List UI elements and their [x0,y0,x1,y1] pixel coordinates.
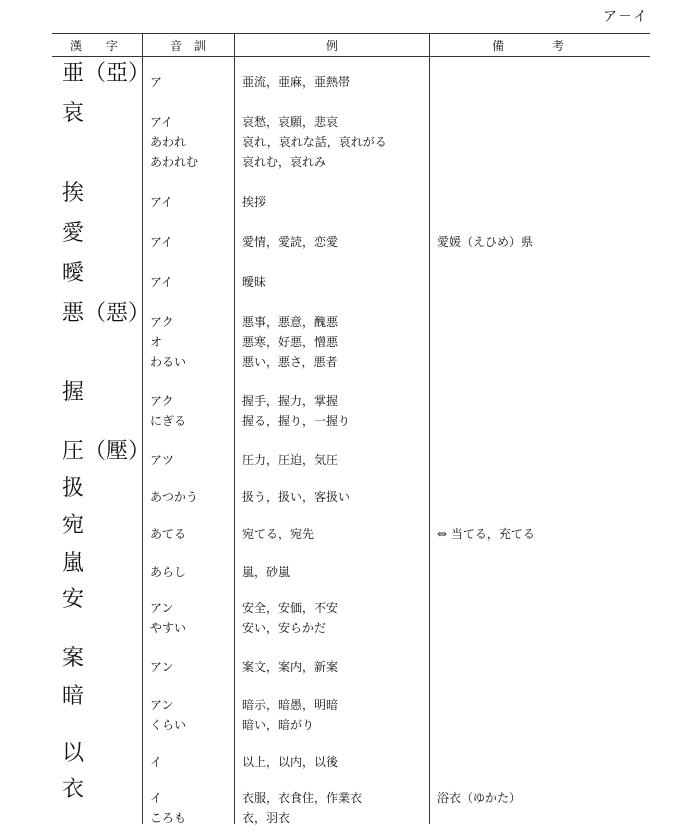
example-cell: 嵐，砂嵐 [242,565,291,579]
example-cell: 愛情，愛読，恋愛 [242,235,339,249]
header-note: 備 考 [492,39,565,53]
page-label: ア－イ [603,9,648,25]
example-cell: 曖昧 [242,275,267,289]
reading-cell: あわれむ [150,155,199,169]
reading-cell: アイ [150,115,173,129]
example-cell: 哀れむ，哀れみ [242,155,327,169]
kanji-cell: 安 [62,587,85,612]
reading-cell: あわれ [150,135,187,149]
example-cell: 亜流，亜麻，亜熱帯 [242,75,351,89]
kanji-cell: 衣 [62,777,85,802]
reading-cell: イ [150,791,163,805]
reading-cell: アイ [150,195,173,209]
example-cell: 衣服，衣食住，作業衣 [242,791,363,805]
kanji-cell: 暗 [62,684,85,709]
reading-cell: アツ [150,453,175,467]
kanji-cell: 以 [62,741,85,766]
header-reading: 音 訓 [170,39,207,53]
reading-cell: イ [150,755,163,769]
example-cell: 悪い，悪さ，悪者 [242,355,338,369]
example-cell: 以上，以内，以後 [242,755,339,769]
example-cell: 暗い，暗がり [242,718,315,732]
kanji-cell: 曖 [62,261,85,286]
example-cell: 挨拶 [242,195,267,209]
kanji-cell: 愛 [62,221,85,246]
note-cell: 愛媛（えひめ）県 [437,235,534,249]
reading-cell: あらし [150,565,187,579]
reading-cell: アン [150,698,174,712]
reading-cell: ころも [150,811,187,825]
reading-cell: アク [150,394,174,408]
example-cell: 悪寒，好悪，憎悪 [242,335,339,349]
note-cell: ⇔ 当てる，充てる [437,527,535,541]
kanji-cell: 亜（亞） [62,61,151,86]
reading-cell: オ [150,335,163,349]
example-cell: 握る，握り，一握り [242,414,351,428]
example-cell: 哀愁，哀願，悲哀 [242,115,339,129]
example-cell: 握手，握力，掌握 [242,394,339,408]
reading-cell: にぎる [150,414,187,428]
reading-cell: やすい [150,621,187,635]
kanji-cell: 握 [62,380,85,405]
kanji-cell: 悪（惡） [62,301,151,326]
table-header [52,34,650,57]
example-cell: 案文，案内，新案 [242,660,339,674]
reading-cell: ア [150,75,163,89]
kanji-table [52,33,650,824]
note-cell: 浴衣（ゆかた） [437,791,522,805]
example-cell: 哀れ，哀れな話，哀れがる [242,135,387,149]
kanji-cell: 哀 [62,101,85,126]
example-cell: 安い，安らかだ [242,621,327,635]
reading-cell: あてる [150,527,187,541]
kanji-cell: 圧（壓） [62,439,151,464]
example-cell: 宛てる，宛先 [242,527,315,541]
example-cell: 悪事，悪意，醜悪 [242,315,339,329]
reading-cell: アン [150,660,174,674]
kanji-cell: 案 [62,646,85,671]
reading-cell: アク [150,315,174,329]
header-example: 例 [326,39,339,53]
header-kanji: 漢 字 [70,39,119,53]
reading-cell: くらい [150,718,187,732]
example-cell: 衣，羽衣 [242,811,291,825]
reading-cell: アイ [150,235,173,249]
kanji-cell: 宛 [62,513,85,538]
example-cell: 安全，安価，不安 [242,601,339,615]
example-cell: 圧力，圧迫，気圧 [242,453,339,467]
reading-cell: アイ [150,275,173,289]
kanji-cell: 嵐 [62,551,85,576]
example-cell: 暗示，暗愚，明暗 [242,698,339,712]
reading-cell: わるい [150,355,187,369]
reading-cell: あつかう [150,490,199,504]
kanji-cell: 挨 [62,181,85,206]
example-cell: 扱う，扱い，客扱い [242,490,351,504]
reading-cell: アン [150,601,174,615]
kanji-cell: 扱 [62,476,85,501]
